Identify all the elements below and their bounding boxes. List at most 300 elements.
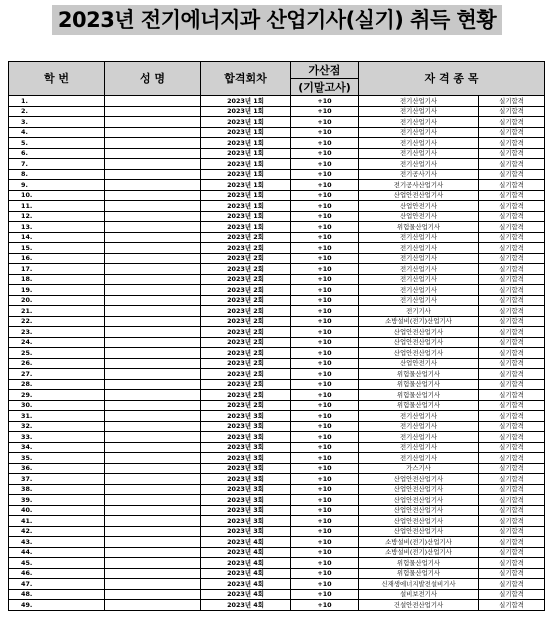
cell-name bbox=[105, 106, 201, 117]
cell-name bbox=[105, 327, 201, 338]
cell-student-no: 13. bbox=[9, 222, 105, 233]
table-row bbox=[9, 180, 545, 191]
table-row bbox=[9, 117, 545, 128]
cell-result: 실기합격 bbox=[479, 243, 545, 254]
cell-certificate: 전기산업기사 bbox=[359, 232, 479, 243]
cell-student-no: 2. bbox=[9, 106, 105, 117]
cell-certificate: 전기산업기사 bbox=[359, 411, 479, 422]
cell-certificate: 전기산업기사 bbox=[359, 96, 479, 107]
table-row bbox=[9, 411, 545, 422]
cell-name bbox=[105, 495, 201, 506]
cell-student-no: 32. bbox=[9, 421, 105, 432]
cell-result: 실기합격 bbox=[479, 295, 545, 306]
cell-bonus: +10 bbox=[291, 358, 359, 369]
cell-result: 실기합격 bbox=[479, 201, 545, 212]
cell-bonus: +10 bbox=[291, 421, 359, 432]
cell-result: 실기합격 bbox=[479, 306, 545, 317]
table-row bbox=[9, 547, 545, 558]
cell-bonus: +10 bbox=[291, 201, 359, 212]
cell-certificate: 전기산업기사 bbox=[359, 138, 479, 149]
cell-student-no: 14. bbox=[9, 232, 105, 243]
cell-round: 2023년 3회 bbox=[201, 516, 291, 527]
table-row bbox=[9, 211, 545, 222]
cell-bonus: +10 bbox=[291, 379, 359, 390]
cell-bonus: +10 bbox=[291, 337, 359, 348]
table-row bbox=[9, 579, 545, 590]
cell-result: 실기합격 bbox=[479, 453, 545, 464]
cell-bonus: +10 bbox=[291, 547, 359, 558]
cell-student-no: 47. bbox=[9, 579, 105, 590]
cell-name bbox=[105, 421, 201, 432]
cell-round: 2023년 2회 bbox=[201, 316, 291, 327]
cell-student-no: 4. bbox=[9, 127, 105, 138]
cell-result: 실기합격 bbox=[479, 495, 545, 506]
cell-bonus: +10 bbox=[291, 400, 359, 411]
table-row bbox=[9, 505, 545, 516]
table-row bbox=[9, 358, 545, 369]
cell-certificate: 소방설비(전기)산업기사 bbox=[359, 316, 479, 327]
table-row bbox=[9, 484, 545, 495]
cell-student-no: 16. bbox=[9, 253, 105, 264]
cell-round: 2023년 1회 bbox=[201, 180, 291, 191]
cell-result: 실기합격 bbox=[479, 505, 545, 516]
cell-bonus: +10 bbox=[291, 474, 359, 485]
cell-bonus: +10 bbox=[291, 180, 359, 191]
cell-student-no: 25. bbox=[9, 348, 105, 359]
cell-certificate: 산업안전기사 bbox=[359, 211, 479, 222]
cell-certificate: 전기산업기사 bbox=[359, 159, 479, 170]
cell-student-no: 17. bbox=[9, 264, 105, 275]
cell-certificate: 산업안전기사 bbox=[359, 201, 479, 212]
cell-name bbox=[105, 285, 201, 296]
cell-round: 2023년 4회 bbox=[201, 568, 291, 579]
cell-certificate: 전기산업기사 bbox=[359, 264, 479, 275]
cell-certificate: 전기산업기사 bbox=[359, 253, 479, 264]
cell-student-no: 38. bbox=[9, 484, 105, 495]
cell-bonus: +10 bbox=[291, 463, 359, 474]
cell-certificate: 위험물산업기사 bbox=[359, 568, 479, 579]
cell-certificate: 산업안전산업기사 bbox=[359, 495, 479, 506]
cell-certificate: 전기산업기사 bbox=[359, 117, 479, 128]
cell-bonus: +10 bbox=[291, 411, 359, 422]
cell-result: 실기합격 bbox=[479, 474, 545, 485]
cell-round: 2023년 2회 bbox=[201, 348, 291, 359]
cell-bonus: +10 bbox=[291, 159, 359, 170]
cell-certificate: 산업안전산업기사 bbox=[359, 190, 479, 201]
cell-round: 2023년 1회 bbox=[201, 169, 291, 180]
cell-round: 2023년 3회 bbox=[201, 411, 291, 422]
cell-bonus: +10 bbox=[291, 264, 359, 275]
cell-name bbox=[105, 211, 201, 222]
table-row bbox=[9, 453, 545, 464]
cell-bonus: +10 bbox=[291, 285, 359, 296]
cell-student-no: 37. bbox=[9, 474, 105, 485]
cell-result: 실기합격 bbox=[479, 442, 545, 453]
cell-name bbox=[105, 589, 201, 600]
cell-name bbox=[105, 180, 201, 191]
cell-bonus: +10 bbox=[291, 537, 359, 548]
cell-name bbox=[105, 96, 201, 107]
cell-result: 실기합격 bbox=[479, 211, 545, 222]
table-row bbox=[9, 201, 545, 212]
cell-result: 실기합격 bbox=[479, 232, 545, 243]
cell-student-no: 31. bbox=[9, 411, 105, 422]
cell-student-no: 30. bbox=[9, 400, 105, 411]
cell-round: 2023년 1회 bbox=[201, 222, 291, 233]
cell-certificate: 전기산업기사 bbox=[359, 106, 479, 117]
cell-result: 실기합격 bbox=[479, 379, 545, 390]
table-row bbox=[9, 96, 545, 107]
cell-name bbox=[105, 201, 201, 212]
cell-student-no: 18. bbox=[9, 274, 105, 285]
cell-result: 실기합격 bbox=[479, 484, 545, 495]
cell-result: 실기합격 bbox=[479, 369, 545, 380]
cell-bonus: +10 bbox=[291, 96, 359, 107]
cell-student-no: 12. bbox=[9, 211, 105, 222]
cell-round: 2023년 1회 bbox=[201, 106, 291, 117]
cell-bonus: +10 bbox=[291, 106, 359, 117]
table-row bbox=[9, 379, 545, 390]
cell-name bbox=[105, 369, 201, 380]
cell-student-no: 29. bbox=[9, 390, 105, 401]
cell-bonus: +10 bbox=[291, 327, 359, 338]
cell-student-no: 42. bbox=[9, 526, 105, 537]
table-row bbox=[9, 400, 545, 411]
cell-bonus: +10 bbox=[291, 505, 359, 516]
header-round: 합격회차 bbox=[201, 62, 291, 96]
cell-name bbox=[105, 442, 201, 453]
cell-bonus: +10 bbox=[291, 127, 359, 138]
cell-round: 2023년 3회 bbox=[201, 495, 291, 506]
table-row bbox=[9, 348, 545, 359]
cell-bonus: +10 bbox=[291, 117, 359, 128]
cell-name bbox=[105, 379, 201, 390]
cell-certificate: 가스기사 bbox=[359, 463, 479, 474]
table-row bbox=[9, 232, 545, 243]
cell-name bbox=[105, 484, 201, 495]
cell-certificate: 전기산업기사 bbox=[359, 127, 479, 138]
cell-certificate: 전기산업기사 bbox=[359, 421, 479, 432]
cell-round: 2023년 3회 bbox=[201, 505, 291, 516]
cell-student-no: 27. bbox=[9, 369, 105, 380]
table-row bbox=[9, 190, 545, 201]
cell-round: 2023년 3회 bbox=[201, 453, 291, 464]
cell-name bbox=[105, 358, 201, 369]
cell-bonus: +10 bbox=[291, 348, 359, 359]
cell-name bbox=[105, 600, 201, 611]
cell-certificate: 소방설비(전기)산업기사 bbox=[359, 547, 479, 558]
cell-certificate: 산업안전산업기사 bbox=[359, 516, 479, 527]
cell-bonus: +10 bbox=[291, 442, 359, 453]
cell-certificate: 전기산업기사 bbox=[359, 432, 479, 443]
cell-student-no: 19. bbox=[9, 285, 105, 296]
cell-round: 2023년 2회 bbox=[201, 295, 291, 306]
cell-result: 실기합격 bbox=[479, 358, 545, 369]
cell-round: 2023년 1회 bbox=[201, 96, 291, 107]
cell-result: 실기합격 bbox=[479, 411, 545, 422]
cell-result: 실기합격 bbox=[479, 600, 545, 611]
table-row bbox=[9, 474, 545, 485]
cell-round: 2023년 2회 bbox=[201, 232, 291, 243]
cell-student-no: 3. bbox=[9, 117, 105, 128]
cell-student-no: 26. bbox=[9, 358, 105, 369]
cell-bonus: +10 bbox=[291, 432, 359, 443]
cell-certificate: 전기산업기사 bbox=[359, 243, 479, 254]
cell-result: 실기합격 bbox=[479, 96, 545, 107]
cell-round: 2023년 2회 bbox=[201, 274, 291, 285]
cell-bonus: +10 bbox=[291, 169, 359, 180]
table-row bbox=[9, 442, 545, 453]
cell-certificate: 산업안전산업기사 bbox=[359, 348, 479, 359]
cell-round: 2023년 1회 bbox=[201, 201, 291, 212]
cell-bonus: +10 bbox=[291, 211, 359, 222]
cell-name bbox=[105, 390, 201, 401]
cell-name bbox=[105, 348, 201, 359]
cell-result: 실기합격 bbox=[479, 589, 545, 600]
cell-result: 실기합격 bbox=[479, 568, 545, 579]
cell-certificate: 산업안전산업기사 bbox=[359, 526, 479, 537]
cell-bonus: +10 bbox=[291, 274, 359, 285]
cell-bonus: +10 bbox=[291, 190, 359, 201]
cell-round: 2023년 4회 bbox=[201, 547, 291, 558]
cell-round: 2023년 2회 bbox=[201, 369, 291, 380]
cell-student-no: 9. bbox=[9, 180, 105, 191]
cell-round: 2023년 3회 bbox=[201, 463, 291, 474]
table-row bbox=[9, 526, 545, 537]
cell-result: 실기합격 bbox=[479, 316, 545, 327]
cell-round: 2023년 2회 bbox=[201, 327, 291, 338]
cell-certificate: 위험물산업기사 bbox=[359, 379, 479, 390]
cell-result: 실기합격 bbox=[479, 348, 545, 359]
cell-bonus: +10 bbox=[291, 568, 359, 579]
cell-certificate: 전기산업기사 bbox=[359, 148, 479, 159]
cell-bonus: +10 bbox=[291, 453, 359, 464]
cell-bonus: +10 bbox=[291, 253, 359, 264]
cell-certificate: 설비보전기사 bbox=[359, 589, 479, 600]
cell-certificate: 신재생에너지발전설비기사 bbox=[359, 579, 479, 590]
cell-result: 실기합격 bbox=[479, 463, 545, 474]
cell-student-no: 20. bbox=[9, 295, 105, 306]
cell-round: 2023년 2회 bbox=[201, 390, 291, 401]
cell-student-no: 28. bbox=[9, 379, 105, 390]
cell-student-no: 1. bbox=[9, 96, 105, 107]
table-row bbox=[9, 253, 545, 264]
table-row bbox=[9, 169, 545, 180]
cell-round: 2023년 3회 bbox=[201, 474, 291, 485]
cell-name bbox=[105, 316, 201, 327]
table-row bbox=[9, 222, 545, 233]
table-row bbox=[9, 264, 545, 275]
cell-round: 2023년 3회 bbox=[201, 421, 291, 432]
cell-result: 실기합격 bbox=[479, 390, 545, 401]
table-row bbox=[9, 159, 545, 170]
cell-result: 실기합격 bbox=[479, 526, 545, 537]
table-row bbox=[9, 138, 545, 149]
cell-result: 실기합격 bbox=[479, 180, 545, 191]
cell-student-no: 49. bbox=[9, 600, 105, 611]
cell-bonus: +10 bbox=[291, 390, 359, 401]
cell-certificate: 위험물산업기사 bbox=[359, 369, 479, 380]
cell-student-no: 21. bbox=[9, 306, 105, 317]
cell-round: 2023년 3회 bbox=[201, 526, 291, 537]
cell-bonus: +10 bbox=[291, 232, 359, 243]
cell-student-no: 45. bbox=[9, 558, 105, 569]
cell-student-no: 43. bbox=[9, 537, 105, 548]
cell-name bbox=[105, 148, 201, 159]
cell-bonus: +10 bbox=[291, 600, 359, 611]
cell-round: 2023년 2회 bbox=[201, 306, 291, 317]
cell-student-no: 39. bbox=[9, 495, 105, 506]
cell-student-no: 24. bbox=[9, 337, 105, 348]
cell-student-no: 40. bbox=[9, 505, 105, 516]
cell-certificate: 건설안전산업기사 bbox=[359, 600, 479, 611]
cell-name bbox=[105, 411, 201, 422]
cell-name bbox=[105, 159, 201, 170]
cell-name bbox=[105, 232, 201, 243]
cell-name bbox=[105, 138, 201, 149]
table-row bbox=[9, 463, 545, 474]
cell-certificate: 산업안전산업기사 bbox=[359, 505, 479, 516]
table-row bbox=[9, 295, 545, 306]
cell-round: 2023년 3회 bbox=[201, 432, 291, 443]
header-bonus-top: 가산점 bbox=[291, 62, 359, 79]
cell-student-no: 10. bbox=[9, 190, 105, 201]
cell-result: 실기합격 bbox=[479, 117, 545, 128]
cell-student-no: 7. bbox=[9, 159, 105, 170]
cell-certificate: 위험물산업기사 bbox=[359, 400, 479, 411]
table-row bbox=[9, 274, 545, 285]
cell-round: 2023년 1회 bbox=[201, 117, 291, 128]
cell-certificate: 산업안전산업기사 bbox=[359, 474, 479, 485]
cell-bonus: +10 bbox=[291, 138, 359, 149]
cell-certificate: 산업안전산업기사 bbox=[359, 337, 479, 348]
cell-result: 실기합격 bbox=[479, 127, 545, 138]
cell-result: 실기합격 bbox=[479, 159, 545, 170]
header-bonus-bottom: (기말고사) bbox=[291, 79, 359, 96]
cell-certificate: 전기공사기사 bbox=[359, 169, 479, 180]
cell-result: 실기합격 bbox=[479, 222, 545, 233]
table-row bbox=[9, 285, 545, 296]
cell-round: 2023년 3회 bbox=[201, 442, 291, 453]
cell-student-no: 44. bbox=[9, 547, 105, 558]
table-row bbox=[9, 432, 545, 443]
cell-name bbox=[105, 432, 201, 443]
cell-result: 실기합격 bbox=[479, 558, 545, 569]
cell-round: 2023년 4회 bbox=[201, 579, 291, 590]
cell-result: 실기합격 bbox=[479, 274, 545, 285]
cell-round: 2023년 2회 bbox=[201, 337, 291, 348]
cell-name bbox=[105, 222, 201, 233]
cell-name bbox=[105, 127, 201, 138]
cell-bonus: +10 bbox=[291, 484, 359, 495]
cell-round: 2023년 4회 bbox=[201, 589, 291, 600]
cell-name bbox=[105, 400, 201, 411]
header-certificate: 자 격 종 목 bbox=[359, 62, 545, 96]
table-row bbox=[9, 369, 545, 380]
table-row bbox=[9, 589, 545, 600]
cell-certificate: 산업안전기사 bbox=[359, 358, 479, 369]
cell-name bbox=[105, 253, 201, 264]
table-row bbox=[9, 495, 545, 506]
cell-round: 2023년 2회 bbox=[201, 253, 291, 264]
cell-name bbox=[105, 463, 201, 474]
table-row bbox=[9, 537, 545, 548]
cell-result: 실기합격 bbox=[479, 190, 545, 201]
table-body bbox=[9, 96, 545, 611]
cell-certificate: 전기산업기사 bbox=[359, 295, 479, 306]
cell-certificate: 소방설비(전기)산업기사 bbox=[359, 537, 479, 548]
cell-student-no: 35. bbox=[9, 453, 105, 464]
cell-result: 실기합격 bbox=[479, 579, 545, 590]
cell-student-no: 34. bbox=[9, 442, 105, 453]
cell-student-no: 11. bbox=[9, 201, 105, 212]
table-row bbox=[9, 148, 545, 159]
cell-name bbox=[105, 547, 201, 558]
cell-result: 실기합격 bbox=[479, 400, 545, 411]
cell-bonus: +10 bbox=[291, 589, 359, 600]
table-row bbox=[9, 327, 545, 338]
title-area bbox=[0, 5, 554, 39]
cell-name bbox=[105, 474, 201, 485]
cell-round: 2023년 1회 bbox=[201, 190, 291, 201]
cell-name bbox=[105, 190, 201, 201]
cell-name bbox=[105, 505, 201, 516]
cell-student-no: 23. bbox=[9, 327, 105, 338]
cell-round: 2023년 1회 bbox=[201, 148, 291, 159]
cell-student-no: 22. bbox=[9, 316, 105, 327]
table-row bbox=[9, 568, 545, 579]
cell-result: 실기합격 bbox=[479, 327, 545, 338]
cell-bonus: +10 bbox=[291, 369, 359, 380]
table-row bbox=[9, 390, 545, 401]
cell-certificate: 산업안전산업기사 bbox=[359, 327, 479, 338]
cell-bonus: +10 bbox=[291, 558, 359, 569]
certificate-table bbox=[8, 61, 545, 611]
cell-name bbox=[105, 453, 201, 464]
cell-result: 실기합격 bbox=[479, 516, 545, 527]
table-row bbox=[9, 316, 545, 327]
cell-round: 2023년 4회 bbox=[201, 600, 291, 611]
cell-round: 2023년 1회 bbox=[201, 159, 291, 170]
cell-result: 실기합격 bbox=[479, 432, 545, 443]
cell-student-no: 48. bbox=[9, 589, 105, 600]
cell-bonus: +10 bbox=[291, 316, 359, 327]
cell-name bbox=[105, 516, 201, 527]
cell-result: 실기합격 bbox=[479, 537, 545, 548]
cell-name bbox=[105, 558, 201, 569]
table-row bbox=[9, 516, 545, 527]
cell-name bbox=[105, 243, 201, 254]
cell-round: 2023년 1회 bbox=[201, 127, 291, 138]
cell-certificate: 산업안전산업기사 bbox=[359, 484, 479, 495]
cell-bonus: +10 bbox=[291, 222, 359, 233]
table-header bbox=[9, 62, 545, 96]
table-row bbox=[9, 106, 545, 117]
cell-student-no: 6. bbox=[9, 148, 105, 159]
cell-result: 실기합격 bbox=[479, 337, 545, 348]
cell-round: 2023년 2회 bbox=[201, 285, 291, 296]
cell-result: 실기합격 bbox=[479, 148, 545, 159]
cell-student-no: 36. bbox=[9, 463, 105, 474]
table-row bbox=[9, 558, 545, 569]
cell-round: 2023년 3회 bbox=[201, 484, 291, 495]
cell-result: 실기합격 bbox=[479, 264, 545, 275]
cell-certificate: 전기산업기사 bbox=[359, 453, 479, 464]
cell-name bbox=[105, 117, 201, 128]
cell-bonus: +10 bbox=[291, 295, 359, 306]
cell-round: 2023년 2회 bbox=[201, 400, 291, 411]
cell-round: 2023년 4회 bbox=[201, 558, 291, 569]
